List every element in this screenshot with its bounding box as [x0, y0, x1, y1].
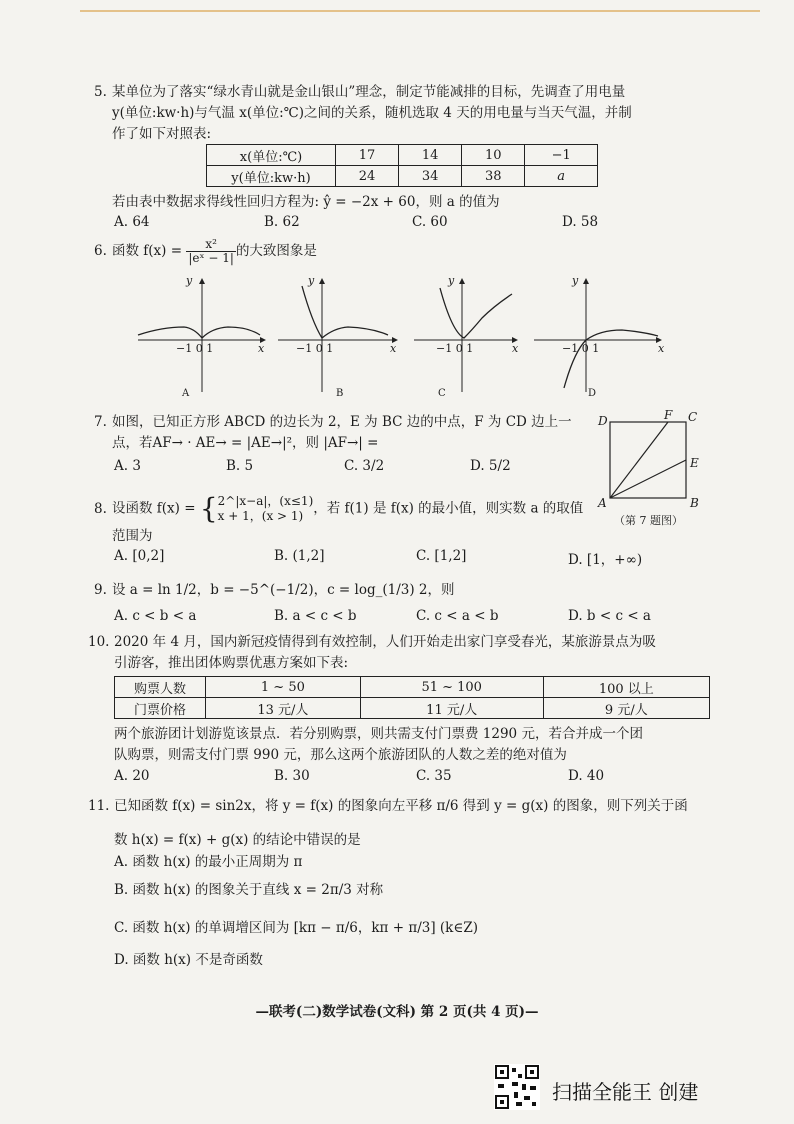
question-6: [94, 238, 714, 265]
q11-line1: 已知函数 f(x) = sin2x，将 y = f(x) 的图象向左平移 π/6 得到 y = g(x) 的图象，则下列关于函: [114, 798, 688, 814]
graph-c-letter: C: [438, 388, 446, 399]
q9-option-d: D. b < c < a: [568, 608, 651, 624]
q9-option-b: B. a < c < b: [274, 608, 357, 624]
fig-label-d: D: [598, 414, 608, 428]
question-11: [88, 796, 718, 817]
q10-number: 10.: [88, 634, 110, 650]
q7-option-c: C. 3/2: [344, 458, 385, 474]
graph-d-ticks: −1 0 1: [562, 342, 600, 355]
graph-c-svg: [412, 272, 552, 402]
q10-body: [114, 724, 734, 766]
q8-option-d: D. [1，+∞): [568, 552, 643, 568]
q5-option-a: A. 64: [114, 214, 150, 230]
q5-question: 若由表中数据求得线性回归方程为: ŷ = −2x + 60，则 a 的值为: [112, 194, 500, 210]
q6-graph-a: [132, 272, 272, 402]
q8-options: [114, 548, 714, 568]
q11-option-d: D. 函数 h(x) 不是奇函数: [114, 952, 263, 968]
q5-cell: 10: [462, 145, 525, 166]
q6-graph-b: [272, 272, 412, 402]
q11-option-c: C. 函数 h(x) 的单调增区间为 [kπ − π/6，kπ + π/3] (k∈Z): [114, 920, 478, 936]
graph-d-x: x: [658, 342, 665, 355]
q8-text-pre: 设函数 f(x) =: [112, 500, 196, 517]
qr-code-svg: [494, 1064, 540, 1110]
graph-a-ticks: −1 0 1: [176, 342, 214, 355]
fig-label-e: E: [690, 456, 699, 470]
q8-option-b: B. (1,2]: [274, 548, 325, 564]
q6-frac-num: x²: [186, 238, 236, 252]
graph-b-svg: [272, 272, 412, 402]
q9-option-a: A. c < b < a: [114, 608, 197, 624]
q8-option-c: C. [1,2]: [416, 548, 467, 564]
fig-caption: （第 7 题图）: [614, 514, 683, 527]
q6-fraction: [186, 238, 236, 265]
graph-a-y: y: [186, 274, 193, 287]
q5-cell: 14: [399, 145, 462, 166]
q9-option-c: C. c < a < b: [416, 608, 499, 624]
graph-d-letter: D: [588, 388, 597, 399]
q10-line3: 两个旅游团计划游览该景点．若分别购票，则共需支付门票费 1290 元，若合并成一个团: [114, 726, 643, 742]
q11-number: 11.: [88, 798, 110, 814]
graph-c-y: y: [448, 274, 455, 287]
q10-cell: 100 以上: [543, 677, 709, 698]
page-footer: —联考(二)数学试卷(文科) 第 2 页(共 4 页)—: [255, 1004, 539, 1020]
q10-option-a: A. 20: [114, 768, 150, 784]
fig-label-b: B: [690, 496, 699, 510]
q6-graph-c: [412, 272, 552, 402]
q8-case-1: 2^|x−a|，(x≤1): [217, 494, 314, 508]
q7-option-d: D. 5/2: [470, 458, 511, 474]
graph-d-y: y: [572, 274, 579, 287]
q9-options: [114, 608, 714, 628]
question-8: [94, 494, 594, 524]
q8-case-2: x + 1，(x > 1): [217, 509, 304, 523]
q5-cell: a: [525, 166, 598, 187]
graph-c-ticks: −1 0 1: [436, 342, 474, 355]
q5-cell: 24: [336, 166, 399, 187]
q7-option-b: B. 5: [226, 458, 254, 474]
q7-option-a: A. 3: [114, 458, 141, 474]
question-9: [94, 580, 714, 601]
graph-b-ticks: −1 0 1: [296, 342, 334, 355]
graph-d-svg: [532, 272, 672, 402]
q8-option-a: A. [0,2]: [114, 548, 165, 564]
top-border: [80, 0, 760, 12]
fig-label-f: F: [664, 408, 673, 422]
q10-line1: 2020 年 4 月，国内新冠疫情得到有效控制，人们开始走出家门享受春光，某旅游景点为吸: [114, 634, 656, 650]
watermark-text: 扫描全能王 创建: [552, 1080, 699, 1104]
q10-option-c: C. 35: [416, 768, 452, 784]
q10-cell: 51 ~ 100: [360, 677, 543, 698]
q6-frac-den: |eˣ − 1|: [188, 251, 234, 265]
qr-code-icon: [494, 1064, 540, 1110]
q6-text-post: 的大致图象是: [235, 243, 317, 259]
q5-cell: 17: [336, 145, 399, 166]
q5-cell: −1: [525, 145, 598, 166]
fig-label-c: C: [688, 410, 698, 424]
q10-cell: 门票价格: [115, 698, 206, 719]
q10-options: [114, 768, 714, 788]
q5-line1: 某单位为了落实“绿水青山就是金山银山”理念，制定节能减排的目标，先调查了用电量: [112, 84, 626, 100]
q11-line2: 数 h(x) = f(x) + g(x) 的结论中错误的是: [114, 832, 361, 848]
q10-table: [114, 676, 710, 719]
q5-line2: y(单位:kw·h)与气温 x(单位:℃)之间的关系，随机选取 4 天的用电量与当天气温，并制: [112, 105, 632, 121]
question-7: [94, 412, 584, 454]
q10-option-b: B. 30: [274, 768, 310, 784]
q8-brace: {: [199, 492, 218, 525]
q6-graph-d: [532, 272, 672, 402]
q5-options: [114, 214, 714, 234]
q8-number: 8.: [94, 500, 107, 517]
q7-line1: 如图，已知正方形 ABCD 的边长为 2，E 为 BC 边的中点，F 为 CD 边上一: [112, 414, 572, 430]
q6-number: 6.: [94, 243, 107, 259]
graph-c-x: x: [512, 342, 519, 355]
q10-cell: 1 ~ 50: [206, 677, 361, 698]
q11-option-b: B. 函数 h(x) 的图象关于直线 x = 2π/3 对称: [114, 882, 384, 898]
q8-line2: 范围为: [112, 528, 153, 544]
q10-option-d: D. 40: [568, 768, 605, 784]
graph-a-x: x: [258, 342, 265, 355]
graph-b-letter: B: [336, 388, 344, 399]
graph-b-x: x: [390, 342, 397, 355]
q7-number: 7.: [94, 414, 107, 430]
q10-cell: 购票人数: [115, 677, 206, 698]
q10-cell: 11 元/人: [360, 698, 543, 719]
question-10: [88, 632, 718, 674]
q5-cell: 34: [399, 166, 462, 187]
q5-cell: x(单位:℃): [207, 145, 336, 166]
q8-cases: [218, 494, 314, 524]
q5-cell: y(单位:kw·h): [207, 166, 336, 187]
q9-number: 9.: [94, 582, 107, 598]
q5-line3: 作了如下对照表:: [112, 126, 212, 142]
q5-number: 5.: [94, 84, 107, 100]
q11-option-a: A. 函数 h(x) 的最小正周期为 π: [114, 854, 303, 870]
q5-table: [206, 144, 598, 187]
q7-figure: [596, 408, 706, 528]
question-5: [94, 82, 714, 145]
q10-line4: 队购票，则需支付门票 990 元，那么这两个旅游团队的人数之差的绝对值为: [114, 747, 567, 763]
graph-a-letter: A: [182, 388, 190, 399]
q10-cell: 13 元/人: [206, 698, 361, 719]
q7-line2: 点，若AF→ · AE→ = |AE→|²，则 |AF→| =: [112, 435, 379, 451]
q5-cell: 38: [462, 166, 525, 187]
q9-text: 设 a = ln 1/2，b = −5^(−1/2)，c = log_(1/3) 2，则: [112, 582, 455, 598]
q5-option-c: C. 60: [412, 214, 448, 230]
graph-a-svg: [132, 272, 272, 402]
q7-options: [114, 458, 534, 478]
q10-cell: 9 元/人: [543, 698, 709, 719]
graph-b-y: y: [308, 274, 315, 287]
q5-option-b: B. 62: [264, 214, 300, 230]
q6-text-pre: 函数 f(x) =: [112, 243, 183, 259]
q8-text-post: ，若 f(1) 是 f(x) 的最小值，则实数 a 的取值: [313, 500, 584, 517]
q10-line2: 引游客，推出团体购票优惠方案如下表:: [114, 655, 349, 671]
fig-label-a: A: [598, 496, 607, 510]
q5-option-d: D. 58: [562, 214, 599, 230]
